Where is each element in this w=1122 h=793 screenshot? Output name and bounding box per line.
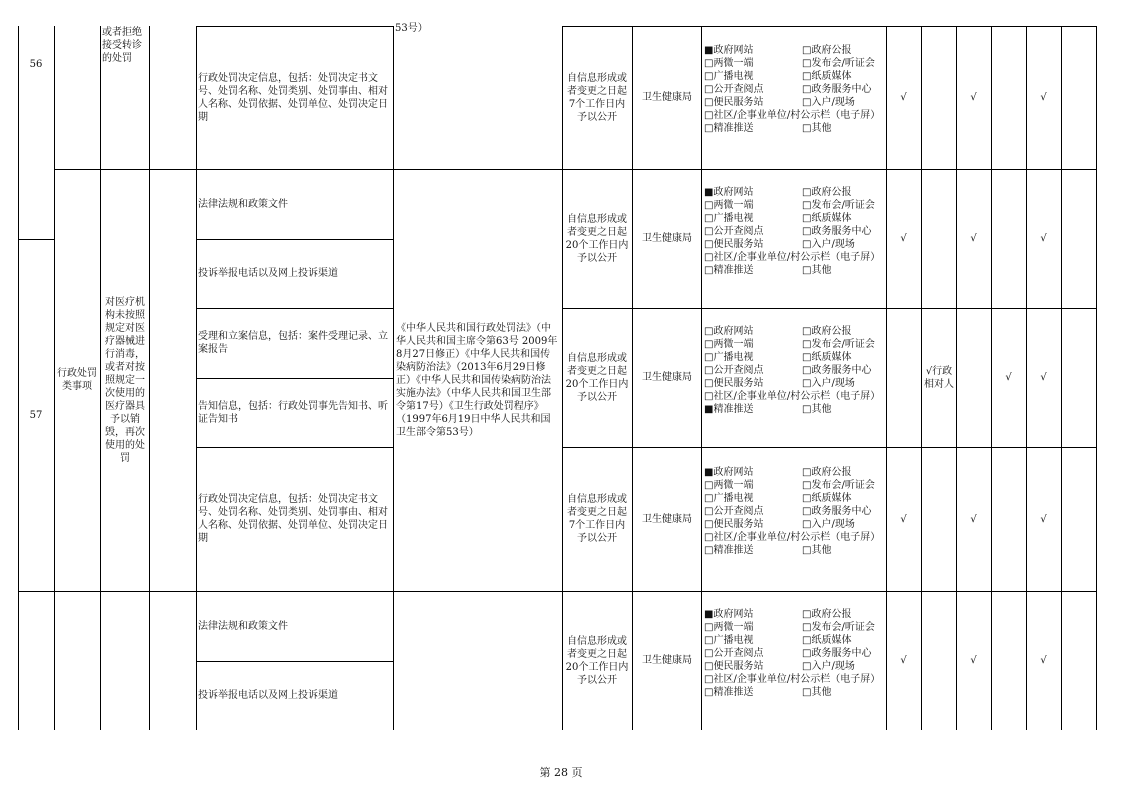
channel-item: □入户/现场 bbox=[802, 378, 855, 389]
content-text: 投诉举报电话以及网上投诉渠道 bbox=[198, 690, 338, 701]
checkbox: □ bbox=[802, 326, 812, 337]
grid-line bbox=[1061, 26, 1062, 730]
checkbox: □ bbox=[704, 84, 714, 95]
checkbox: □ bbox=[802, 545, 812, 556]
channel-item: □政务服务中心 bbox=[802, 648, 872, 659]
content-text: 受理和立案信息，包括：案件受理记录、立案报告 bbox=[198, 331, 388, 355]
content-cell bbox=[198, 26, 392, 169]
channel-item: □纸质媒体 bbox=[802, 635, 852, 646]
channel-item: ■政府网站 bbox=[704, 609, 754, 620]
content-cell bbox=[198, 378, 392, 447]
channel-item: □广播电视 bbox=[704, 493, 754, 504]
basis-tail bbox=[395, 22, 560, 35]
channel-item: □广播电视 bbox=[704, 635, 754, 646]
matter-name-text: 对医疗机构未按照规定对医疗器械进行消毒，或者对按照规定一次使用的医疗器具予以销毁，再次使用的处罚 bbox=[105, 296, 145, 464]
time-cell bbox=[564, 447, 630, 591]
channel-item: ■精准推送 bbox=[704, 404, 754, 415]
checkbox: □ bbox=[704, 493, 714, 504]
checkbox: □ bbox=[704, 239, 714, 250]
category-cell bbox=[56, 169, 98, 591]
channel-item: □政府公报 bbox=[802, 187, 852, 198]
agency-text: 卫生健康局 bbox=[642, 233, 692, 244]
channel-item: □便民服务站 bbox=[704, 378, 764, 389]
channel-item: □公开查阅点 bbox=[704, 506, 764, 517]
channel-item: □政府公报 bbox=[802, 45, 852, 56]
channel-item: □入户/现场 bbox=[802, 519, 855, 530]
checkbox-checked: ■ bbox=[704, 467, 714, 478]
checkbox: □ bbox=[802, 339, 812, 350]
checkbox-checked: ■ bbox=[704, 609, 714, 620]
checkbox: □ bbox=[802, 187, 812, 198]
channel-list bbox=[704, 44, 886, 135]
check-mark: √ bbox=[1040, 233, 1047, 244]
agency-text: 卫生健康局 bbox=[642, 655, 692, 666]
grid-line bbox=[100, 26, 101, 730]
agency-cell bbox=[633, 591, 701, 730]
channel-item: □便民服务站 bbox=[704, 97, 764, 108]
channel-item: ■政府网站 bbox=[704, 187, 754, 198]
page-footer: 第 28 页 bbox=[539, 766, 583, 779]
content-text: 行政处罚决定信息，包括：处罚决定书文号、处罚名称、处罚类别、处罚事由、相对人名称、处罚依据、处罚单位、处罚决定日期 bbox=[198, 494, 388, 544]
channel-item: □公开查阅点 bbox=[704, 226, 764, 237]
checkbox: □ bbox=[802, 622, 812, 633]
agency-text: 卫生健康局 bbox=[642, 372, 692, 383]
channel-item: □社区/企事业单位/村公示栏（电子屏） bbox=[704, 110, 881, 121]
checkbox: □ bbox=[802, 84, 812, 95]
channel-item: □社区/企事业单位/村公示栏（电子屏） bbox=[704, 674, 881, 685]
channel-item: □发布会/听证会 bbox=[802, 622, 875, 633]
check-mark: √ bbox=[1040, 92, 1047, 103]
grid-line bbox=[54, 26, 55, 730]
channel-item: □政府公报 bbox=[802, 326, 852, 337]
checkbox: □ bbox=[802, 123, 812, 134]
channel-item: □公开查阅点 bbox=[704, 365, 764, 376]
checkbox: □ bbox=[802, 506, 812, 517]
channel-item: □精准推送 bbox=[704, 265, 754, 276]
channel-item: □其他 bbox=[802, 545, 832, 556]
checkbox: □ bbox=[704, 506, 714, 517]
checkbox: □ bbox=[704, 226, 714, 237]
checkbox: □ bbox=[802, 404, 812, 415]
channel-item: ■政府网站 bbox=[704, 467, 754, 478]
checkbox: □ bbox=[802, 687, 812, 698]
time-cell bbox=[564, 26, 630, 169]
channel-item: □发布会/听证会 bbox=[802, 58, 875, 69]
matter-name-text: 或者拒绝接受转诊的处罚 bbox=[102, 27, 142, 64]
channel-item: □其他 bbox=[802, 265, 832, 276]
channel-list bbox=[704, 608, 886, 699]
checkbox: □ bbox=[802, 467, 812, 478]
channel-item: □广播电视 bbox=[704, 71, 754, 82]
content-cell bbox=[198, 169, 392, 239]
checkbox: □ bbox=[704, 213, 714, 224]
basis-tail-text: 53号） bbox=[395, 23, 428, 34]
checkbox: □ bbox=[704, 378, 714, 389]
check-mark: √ bbox=[970, 513, 977, 525]
checkbox: □ bbox=[802, 635, 812, 646]
channel-item: □精准推送 bbox=[704, 123, 754, 134]
channel-item: □政务服务中心 bbox=[802, 365, 872, 376]
channel-item: □精准推送 bbox=[704, 545, 754, 556]
channel-item: □纸质媒体 bbox=[802, 493, 852, 504]
check-mark: √ bbox=[970, 655, 977, 666]
content-text: 行政处罚决定信息，包括：处罚决定书文号、处罚名称、处罚类别、处罚事由、相对人名称、处罚依据、处罚单位、处罚决定日期 bbox=[198, 72, 388, 123]
check-mark: √ bbox=[1040, 655, 1047, 666]
grid-line bbox=[149, 26, 150, 730]
checkbox-checked: ■ bbox=[704, 187, 714, 198]
channel-item: □精准推送 bbox=[704, 687, 754, 698]
check-mark: √ bbox=[900, 655, 907, 666]
matter-name bbox=[102, 26, 148, 65]
channel-list bbox=[704, 325, 886, 416]
content-cell bbox=[198, 308, 392, 378]
channel-item: □政务服务中心 bbox=[802, 84, 872, 95]
checkbox: □ bbox=[704, 648, 714, 659]
checkbox: □ bbox=[802, 648, 812, 659]
channel-item: □两微一端 bbox=[704, 622, 754, 633]
checkbox: □ bbox=[704, 635, 714, 646]
channel-item: □入户/现场 bbox=[802, 97, 855, 108]
checkbox: □ bbox=[704, 391, 714, 402]
checkbox: □ bbox=[704, 545, 714, 556]
checkbox: □ bbox=[704, 326, 714, 337]
checkbox: □ bbox=[802, 71, 812, 82]
row-number bbox=[18, 239, 54, 591]
time-cell bbox=[564, 591, 630, 730]
content-text: 告知信息，包括：行政处罚事先告知书、听证告知书 bbox=[198, 400, 388, 425]
check-mark: √ bbox=[900, 513, 907, 525]
checkbox: □ bbox=[704, 252, 714, 263]
content-cell bbox=[198, 447, 392, 591]
checkbox: □ bbox=[802, 365, 812, 376]
checkbox: □ bbox=[802, 200, 812, 211]
channel-item: □便民服务站 bbox=[704, 519, 764, 530]
channel-item: □两微一端 bbox=[704, 480, 754, 491]
content-cell bbox=[198, 239, 392, 308]
party-mark: √行政相对人 bbox=[924, 365, 954, 390]
checkbox: □ bbox=[704, 365, 714, 376]
agency-text: 卫生健康局 bbox=[642, 513, 692, 525]
checkbox: □ bbox=[704, 674, 714, 685]
checkbox: □ bbox=[704, 71, 714, 82]
channel-item: □发布会/听证会 bbox=[802, 480, 875, 491]
channel-item: □其他 bbox=[802, 687, 832, 698]
check-mark: √ bbox=[1005, 372, 1012, 383]
grid-line bbox=[393, 26, 394, 730]
row-number-text: 56 bbox=[29, 59, 43, 70]
checkbox: □ bbox=[704, 687, 714, 698]
channel-item: □纸质媒体 bbox=[802, 71, 852, 82]
check-mark: √ bbox=[970, 92, 977, 103]
agency-cell bbox=[633, 447, 701, 591]
checkbox: □ bbox=[704, 352, 714, 363]
matter-name bbox=[102, 169, 148, 591]
checkbox: □ bbox=[802, 226, 812, 237]
channel-item: □广播电视 bbox=[704, 213, 754, 224]
channel-item: □政务服务中心 bbox=[802, 226, 872, 237]
checkbox: □ bbox=[802, 239, 812, 250]
grid-line bbox=[562, 26, 563, 730]
channel-item: □入户/现场 bbox=[802, 239, 855, 250]
content-text: 法律法规和政策文件 bbox=[198, 198, 288, 210]
channel-item: □便民服务站 bbox=[704, 239, 764, 250]
channel-item: □公开查阅点 bbox=[704, 84, 764, 95]
checkbox: □ bbox=[802, 493, 812, 504]
checkbox: □ bbox=[802, 352, 812, 363]
checkbox: □ bbox=[802, 609, 812, 620]
checkbox: □ bbox=[704, 58, 714, 69]
content-text: 投诉举报电话以及网上投诉渠道 bbox=[198, 268, 338, 279]
time-cell bbox=[564, 308, 630, 447]
content-text: 法律法规和政策文件 bbox=[198, 620, 288, 632]
channel-item: □发布会/听证会 bbox=[802, 200, 875, 211]
check-mark: √ bbox=[900, 92, 907, 103]
channel-item: □入户/现场 bbox=[802, 661, 855, 672]
check-mark: √ bbox=[900, 233, 907, 244]
channel-item: □其他 bbox=[802, 404, 832, 415]
channel-item: □社区/企事业单位/村公示栏（电子屏） bbox=[704, 532, 881, 543]
channel-item: □社区/企事业单位/村公示栏（电子屏） bbox=[704, 391, 881, 402]
time-cell bbox=[564, 169, 630, 308]
check-mark: √ bbox=[1040, 513, 1047, 525]
time-text: 自信息形成或者变更之日起20个工作日内予以公开 bbox=[565, 213, 629, 264]
checkbox: □ bbox=[802, 265, 812, 276]
channel-item: □政府网站 bbox=[704, 326, 754, 337]
grid-line bbox=[701, 26, 702, 730]
checkbox: □ bbox=[704, 532, 714, 543]
checkbox: □ bbox=[704, 265, 714, 276]
basis-cell bbox=[396, 169, 560, 591]
channel-item: □两微一端 bbox=[704, 58, 754, 69]
channel-item: ■政府网站 bbox=[704, 45, 754, 56]
checkbox: □ bbox=[802, 45, 812, 56]
grid-line bbox=[1096, 26, 1097, 730]
channel-item: □纸质媒体 bbox=[802, 213, 852, 224]
channel-item: □两微一端 bbox=[704, 339, 754, 350]
channel-item: □便民服务站 bbox=[704, 661, 764, 672]
checkbox: □ bbox=[802, 58, 812, 69]
row-number bbox=[18, 26, 54, 103]
channel-item: □政务服务中心 bbox=[802, 506, 872, 517]
check-mark: √ bbox=[1040, 372, 1047, 383]
channel-item: □纸质媒体 bbox=[802, 352, 852, 363]
channel-item: □政府公报 bbox=[802, 467, 852, 478]
agency-cell bbox=[633, 169, 701, 308]
channel-item: □发布会/听证会 bbox=[802, 339, 875, 350]
checkbox: □ bbox=[704, 622, 714, 633]
checkbox: □ bbox=[704, 519, 714, 530]
time-text: 自信息形成或者变更之日起20个工作日内予以公开 bbox=[565, 635, 629, 686]
channel-list bbox=[704, 186, 886, 277]
checkbox: □ bbox=[704, 661, 714, 672]
checkbox: □ bbox=[704, 110, 714, 121]
time-text: 自信息形成或者变更之日起7个工作日内予以公开 bbox=[567, 494, 627, 544]
time-text: 自信息形成或者变更之日起7个工作日内予以公开 bbox=[567, 72, 627, 123]
checkbox: □ bbox=[704, 339, 714, 350]
checkbox: □ bbox=[802, 378, 812, 389]
checkbox: □ bbox=[802, 661, 812, 672]
basis-text: 《中华人民共和国行政处罚法》（中华人民共和国主席令第63号 2009年8月27日修正）《中华人民共和国传染病防治法》（2013年6月29日修正）《中华人民共和国传染病防治法实施办法》（中华人民共和国卫生部令第17号）《卫生行政处罚程序》（1997年6月19日中华人民共和国卫生部令第53号） bbox=[396, 322, 558, 438]
channel-item: □两微一端 bbox=[704, 200, 754, 211]
time-text: 自信息形成或者变更之日起20个工作日内予以公开 bbox=[565, 352, 629, 403]
channel-item: □政府公报 bbox=[802, 609, 852, 620]
checkbox-checked: ■ bbox=[704, 45, 714, 56]
grid-line bbox=[18, 591, 1097, 592]
checkbox: □ bbox=[704, 97, 714, 108]
agency-cell bbox=[633, 26, 701, 169]
checkbox: □ bbox=[802, 480, 812, 491]
category-text: 行政处罚类事项 bbox=[57, 368, 97, 392]
checkbox: □ bbox=[802, 97, 812, 108]
agency-cell bbox=[633, 308, 701, 447]
checkbox: □ bbox=[802, 519, 812, 530]
channel-item: □广播电视 bbox=[704, 352, 754, 363]
checkbox: □ bbox=[704, 200, 714, 211]
channel-item: □公开查阅点 bbox=[704, 648, 764, 659]
check-mark: √ bbox=[970, 233, 977, 244]
channel-item: □其他 bbox=[802, 123, 832, 134]
channel-item: □社区/企事业单位/村公示栏（电子屏） bbox=[704, 252, 881, 263]
checkbox: □ bbox=[704, 480, 714, 491]
channel-list bbox=[704, 466, 886, 557]
agency-text: 卫生健康局 bbox=[642, 92, 692, 103]
content-cell bbox=[198, 661, 392, 730]
checkbox: □ bbox=[704, 123, 714, 134]
checkbox-checked: ■ bbox=[704, 404, 714, 415]
content-cell bbox=[198, 591, 392, 661]
row-number-text: 57 bbox=[29, 409, 43, 421]
checkbox: □ bbox=[802, 213, 812, 224]
